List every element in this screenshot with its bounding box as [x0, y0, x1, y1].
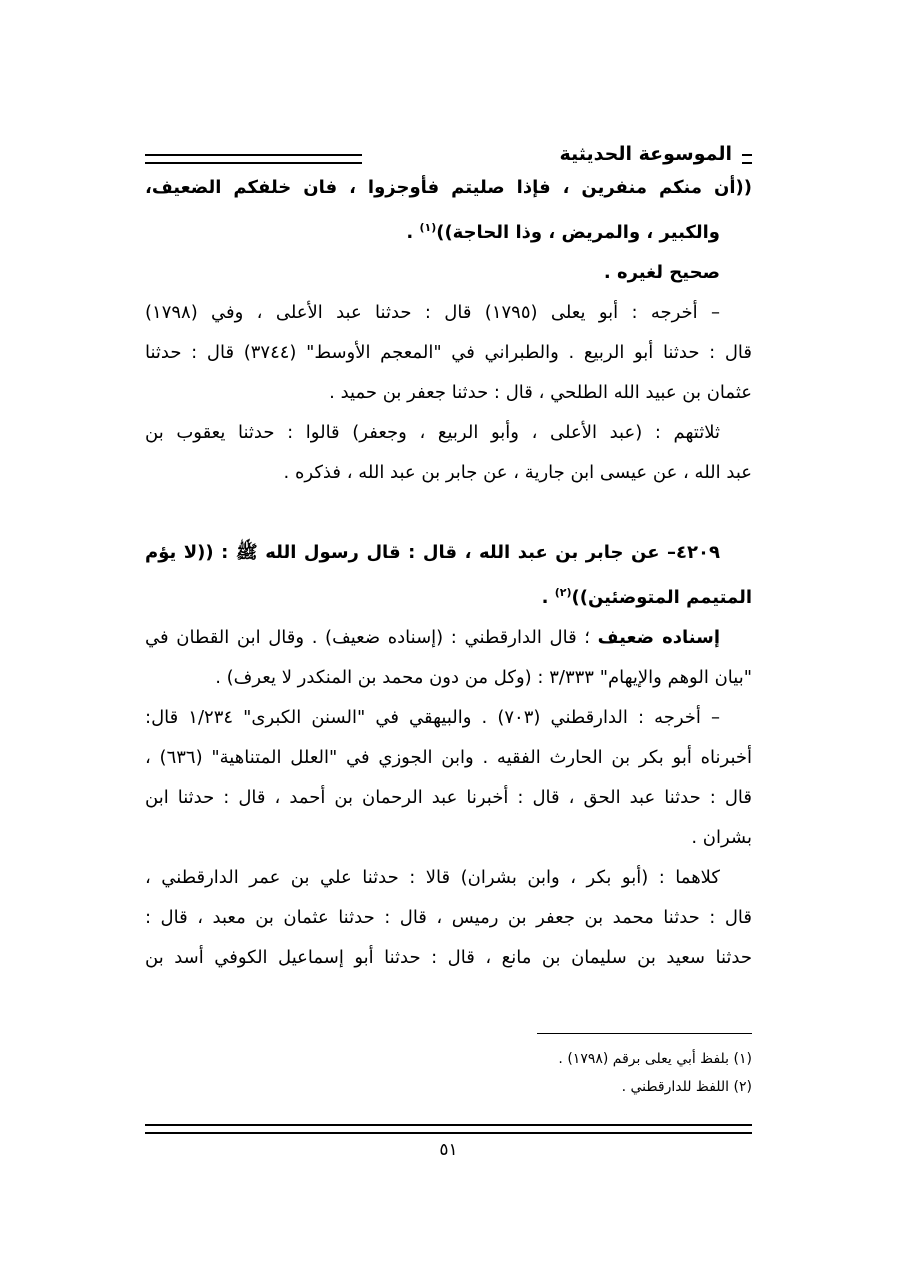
footnote-ref-2[interactable]: (٢) — [554, 586, 572, 599]
header-rule-right — [742, 154, 752, 164]
grade-line: صحيح لغيره . — [603, 262, 720, 283]
paragraph-3-line-2: "بيان الوهم والإيهام" ٣/٣٣٣ : (وكل من دون محمد بن المنكدر لا يعرف) . — [215, 667, 752, 688]
header-title: الموسوعة الحديثية — [552, 138, 741, 170]
quote-line-2-end: . — [406, 222, 420, 243]
quote-line-2 — [145, 208, 752, 253]
footer-rule — [145, 1124, 752, 1134]
paragraph-5-line-1: كلاهما : (أبو بكر ، وابن بشران) قالا : حدثنا علي بن عمر الدارقطني ، — [145, 867, 720, 888]
paragraph-5-line-2: قال : حدثنا محمد بن جعفر بن رميس ، قال : حدثنا عثمان بن معبد ، قال : — [145, 907, 752, 928]
footnote-2: (٢) اللفظ للدارقطني . — [621, 1079, 752, 1095]
grade-weak: إسناده ضعيف — [597, 627, 720, 648]
hadith-4209-line-2-text: المتيمم المتوضئين)) — [571, 587, 752, 608]
quote-line-2-text: والكبير ، والمريض ، وذا الحاجة)) — [436, 222, 720, 243]
footnote-1: (١) بلفظ أبي يعلى برقم (١٧٩٨) . — [558, 1051, 752, 1067]
paragraph-4-line-1: – أخرجه : الدارقطني (٧٠٣) . والبيهقي في "السنن الكبرى" ١/٢٣٤ قال: — [145, 707, 720, 728]
document-page — [145, 130, 752, 1270]
footnote-separator — [537, 1033, 752, 1034]
paragraph-4-line-4: بشران . — [691, 827, 752, 848]
page-number: ٥١ — [439, 1140, 458, 1160]
paragraph-1-line-2: قال : حدثنا أبو الربيع . والطبراني في "المعجم الأوسط" (٣٧٤٤) قال : حدثنا — [145, 342, 752, 363]
footnote-ref-1[interactable]: (١) — [419, 221, 437, 234]
footnotes — [145, 1045, 752, 1101]
paragraph-4-line-3: قال : حدثنا عبد الحق ، قال : أخبرنا عبد الرحمان بن أحمد ، قال : حدثنا ابن — [145, 787, 752, 808]
quote-line-1: ((أن منكم منفرين ، فإذا صليتم فأوجزوا ، فان خلفكم الضعيف، — [145, 177, 752, 198]
header-rule-left — [145, 154, 362, 164]
hadith-4209-line-2-end: . — [541, 587, 555, 608]
hadith-4209-line-1: ٤٢٠٩– عن جابر بن عبد الله ، قال : قال رسول الله ﷺ : ((لا يؤم — [145, 542, 720, 563]
paragraph-3-line-1-rest: ؛ قال الدارقطني : (إسناده ضعيف) . وقال ابن القطان في — [145, 627, 598, 648]
main-text — [145, 168, 752, 978]
hadith-4209-line-2 — [145, 573, 752, 618]
paragraph-1-line-3: عثمان بن عبيد الله الطلحي ، قال : حدثنا جعفر بن حميد . — [329, 382, 752, 403]
paragraph-2-line-1: ثلاثتهم : (عبد الأعلى ، وأبو الربيع ، وجعفر) قالوا : حدثنا يعقوب بن — [145, 422, 720, 443]
paragraph-2-line-2: عبد الله ، عن عيسى ابن جارية ، عن جابر بن عبد الله ، فذكره . — [283, 462, 752, 483]
paragraph-4-line-2: أخبرناه أبو بكر بن الحارث الفقيه . وابن الجوزي في "العلل المتناهية" (٦٣٦) ، — [145, 747, 752, 768]
section-gap — [145, 493, 752, 533]
paragraph-5-line-3: حدثنا سعيد بن سليمان بن مانع ، قال : حدثنا أبو إسماعيل الكوفي أسد بن — [145, 947, 752, 968]
paragraph-1-line-1: – أخرجه : أبو يعلى (١٧٩٥) قال : حدثنا عبد الأعلى ، وفي (١٧٩٨) — [145, 302, 721, 323]
paragraph-3-line-1 — [145, 618, 752, 658]
